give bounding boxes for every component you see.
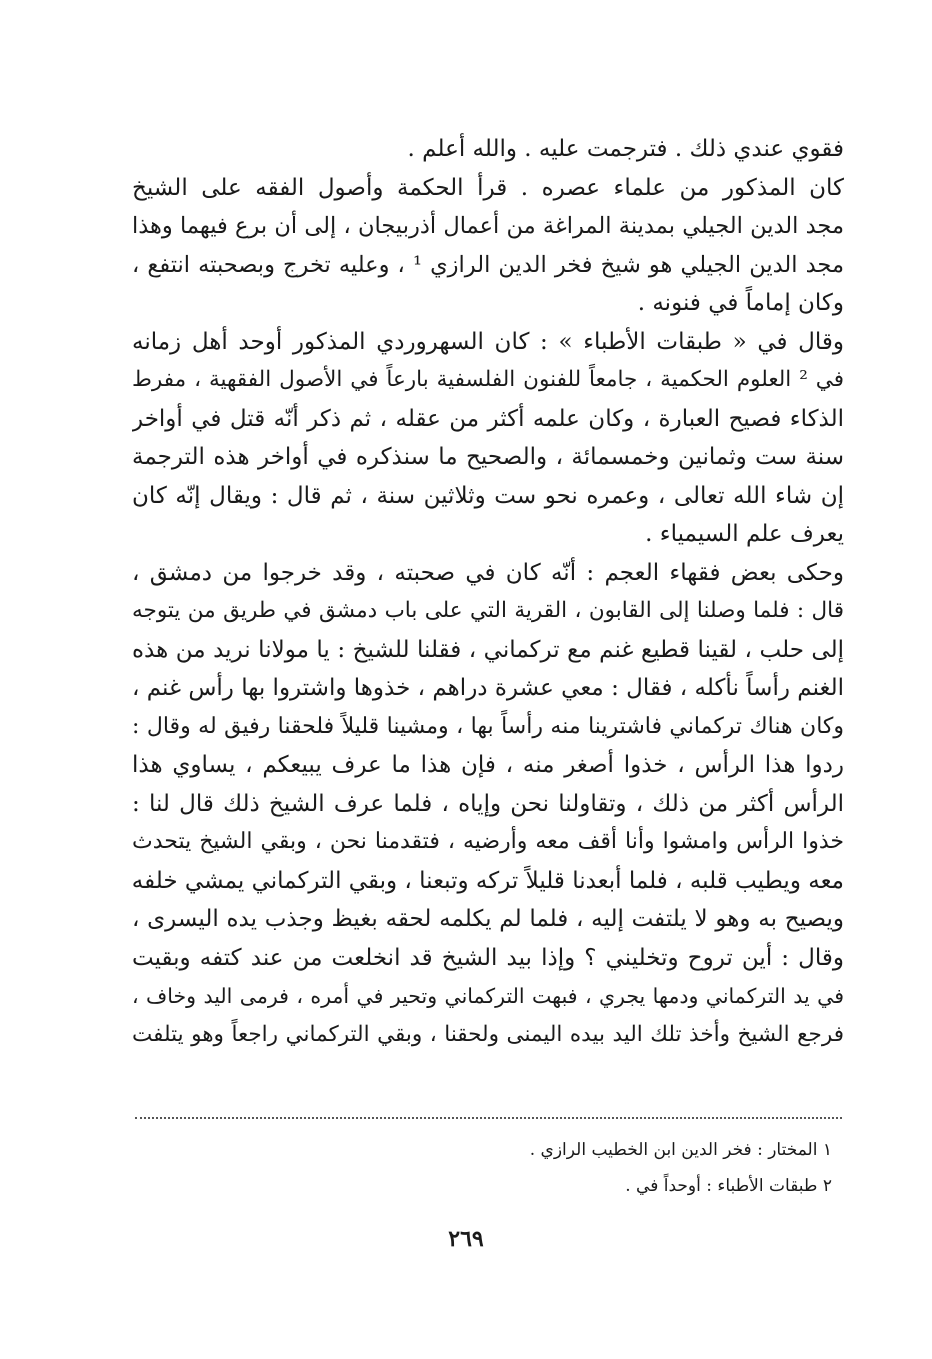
text-line: كان المذكور من علماء عصره . قرأ الحكمة وأصول الفقه على الشيخ [132,174,844,201]
text-line: إلى حلب ، لقينا قطيع غنم مع تركماني ، فقلنا للشيخ : يا مولانا نريد من هذه [132,636,844,663]
footnote-1: ١ المختار : فخر الدين ابن الخطيب الرازي . [529,1140,832,1160]
text-line: في ² العلوم الحكمية ، جامعاً للفنون الفلسفية بارعاً في الأصول الفقهية ، مفرط [132,367,844,392]
text-line: يعرف علم السيمياء . [645,521,844,547]
text-line: وكان هناك تركماني فاشترينا منه رأساً بها ، ومشينا قليلاً فلحقنا رفيق له وقال : [132,713,844,739]
text-line: فرجع الشيخ وأخذ تلك اليد بيده اليمنى ولحقنا ، وبقي التركماني راجعاً وهو يتلفت [132,1021,844,1047]
text-line: ردوا هذا الرأس ، خذوا أصغر منه ، فإن هذا ما عرف يبيعكم ، يساوي هذا [132,752,844,778]
text-line: مجد الدين الجيلي بمدينة المراغة من أعمال أذربيجان ، إلى أن برع فيهما وهذا [132,213,844,239]
text-line: ويصيح به وهو لا يلتفت إليه ، فلما لم يكلمه لحقه بغيظ وجذب يده اليسرى ، [132,906,844,932]
text-line: إن شاء الله تعالى ، وعمره نحو ست وثلاثين سنة ، ثم قال : ويقال إنّه كان [132,482,844,509]
page-number: ٢٦٩ [448,1226,484,1252]
text-line: مجد الدين الجيلي هو شيخ فخر الدين الرازي ¹ ، وعليه تخرج وبصحبته انتفع ، [132,251,844,278]
text-line: سنة ست وثمانين وخمسمائة ، والصحيح ما سنذكره في أواخر هذه الترجمة [132,444,844,470]
footnote-separator [135,1117,842,1119]
text-line: الغنم رأساً نأكله ، فقال : معي عشرة دراهم ، خذوها واشتروا بها رأس غنم ، [132,675,844,701]
main-text-block [132,130,844,1054]
footnotes [132,1132,832,1204]
text-line: وكان إماماً في فنونه . [637,290,844,316]
text-line: الرأس أكثر من ذلك ، وتقاولنا نحن وإياه ، فلما عرف الشيخ ذلك قال لنا : [132,790,844,817]
text-line: خذوا الرأس وامشوا وأنا أقف معه وأرضيه ، فتقدمنا نحن ، وبقي الشيخ يتحدث [132,829,844,854]
text-line: وحكى بعض فقهاء العجم : أنّه كان في صحبته ، وقد خرجوا من دمشق ، [132,559,844,586]
footnote-2: ٢ طبقات الأطباء : أوحداً في . [625,1176,832,1196]
text-line: وقال : أين تروح وتخليني ؟ وإذا بيد الشيخ قد انخلعت من عند كتفه وبقيت [132,944,844,971]
text-line: في يد التركماني ودمها يجري ، فبهت التركماني وتحير في أمره ، فرمى اليد وخاف ، [132,984,844,1008]
text-line: قال : فلما وصلنا إلى القابون ، القرية التي على باب دمشق في طريق من يتوجه [132,598,844,623]
text-line: وقال في « طبقات الأطباء » : كان السهروردي المذكور أوحد أهل زمانه [132,328,844,355]
body-paragraphs [132,130,844,1054]
text-line: معه ويطيب قلبه ، فلما أبعدنا قليلاً تركه وتبعنا ، وبقي التركماني يمشي خلفه [132,867,844,894]
text-line: فقوي عندي ذلك . فترجمت عليه . والله أعلم . [407,136,844,162]
text-line: الذكاء فصيح العبارة ، وكان علمه أكثر من عقله ، ثم ذكر أنّه قتل في أواخر [132,405,844,432]
